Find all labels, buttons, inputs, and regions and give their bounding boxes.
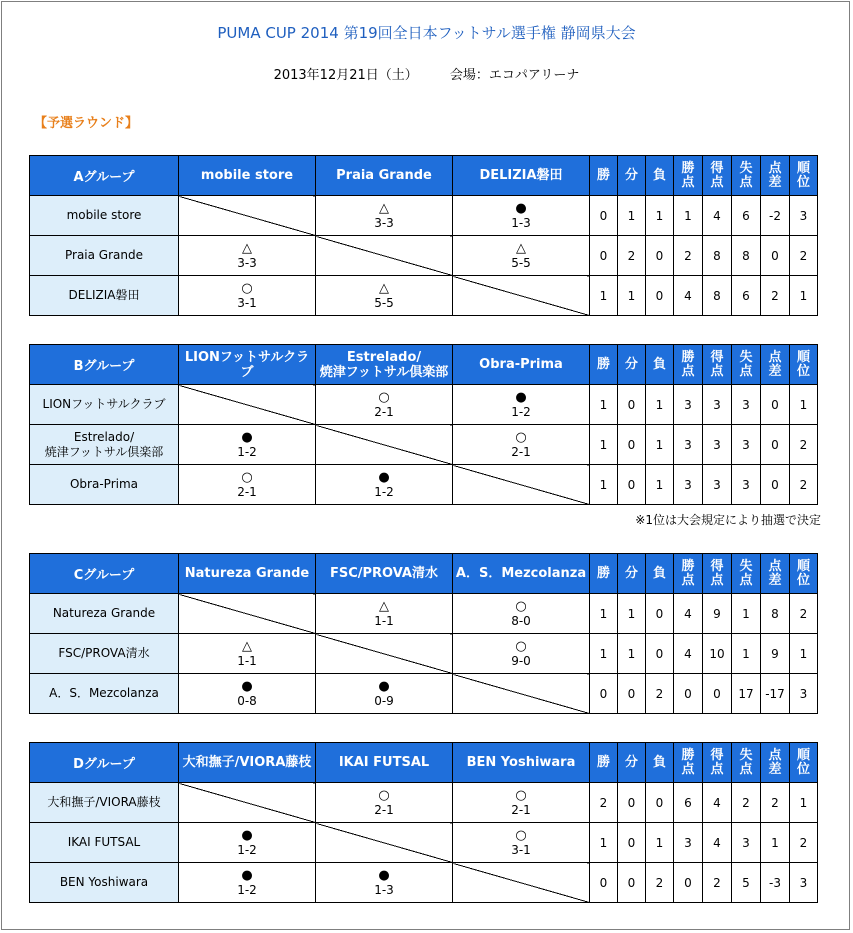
self-match-cell [179,783,316,823]
stat-header: 勝 [590,554,618,594]
table-row [30,385,818,425]
match-score: 3-3 [237,255,257,270]
stat-value: 2 [761,783,790,823]
stat-header: 順位 [790,345,818,385]
stat-value: 0 [618,863,646,903]
stat-header: 得点 [703,345,732,385]
match-score: 3-1 [511,842,531,857]
stat-value: 2 [790,425,818,465]
stat-value: 1 [646,196,674,236]
stat-value: 3 [674,385,703,425]
match-score: 1-2 [237,444,257,459]
stat-value: 1 [646,425,674,465]
result-symbol: ○ [515,787,527,803]
stat-value: 3 [732,465,761,505]
result-symbol: ● [515,200,527,216]
stat-header: 負 [646,554,674,594]
stat-value: 0 [674,674,703,714]
stat-header: 順位 [790,156,818,196]
stat-value: 2 [732,783,761,823]
match-result-cell [179,236,316,276]
stat-value: 3 [703,385,732,425]
match-result-cell [316,276,453,316]
stat-value: 6 [732,276,761,316]
stat-value: 2 [790,465,818,505]
stat-value: 1 [618,634,646,674]
stat-value: 17 [732,674,761,714]
match-result-cell [453,634,590,674]
group-table [29,553,818,714]
match-score: 2-1 [511,444,531,459]
stat-header: 勝 [590,156,618,196]
stat-value: 3 [732,823,761,863]
group-name: Dグループ [30,743,179,783]
stat-header: 勝点 [674,554,703,594]
column-team-name: Estrelado/ 焼津フットサル倶楽部 [316,345,453,385]
stat-value: 1 [790,634,818,674]
group-b-note: ※1位は大会規定により抽選で決定 [635,513,821,527]
stat-value: 1 [790,385,818,425]
table-row [30,674,818,714]
row-team-name: A．S．Mezcolanza [30,674,179,714]
stat-value: 2 [618,236,646,276]
page-title: PUMA CUP 2014 第19回全日本フットサル選手権 静岡県大会 [217,24,636,42]
stat-value: 3 [790,863,818,903]
self-match-cell [179,385,316,425]
stat-header: 負 [646,345,674,385]
stat-value: 0 [646,236,674,276]
match-result-cell [453,594,590,634]
row-team-name: Praia Grande [30,236,179,276]
row-team-name: mobile store [30,196,179,236]
stat-value: 1 [590,385,618,425]
stat-value: 0 [703,674,732,714]
stat-value: 1 [790,783,818,823]
stat-header: 点差 [761,743,790,783]
stat-header: 点差 [761,156,790,196]
stat-value: 0 [646,594,674,634]
table-row [30,236,818,276]
result-symbol: ○ [378,787,390,803]
match-score: 1-2 [237,882,257,897]
result-symbol: ○ [241,469,253,485]
stat-header: 負 [646,156,674,196]
result-symbol: △ [242,240,252,256]
stat-value: 2 [703,863,732,903]
row-team-name: DELIZIA磐田 [30,276,179,316]
result-symbol: ● [378,469,390,485]
stat-value: 3 [790,674,818,714]
self-match-cell [453,465,590,505]
result-symbol: ○ [515,598,527,614]
match-score: 1-1 [374,613,394,628]
self-match-cell [316,634,453,674]
row-team-name: IKAI FUTSAL [30,823,179,863]
stat-value: 0 [646,634,674,674]
match-score: 1-1 [237,653,257,668]
stat-value: 4 [703,823,732,863]
stat-value: 0 [590,236,618,276]
match-score: 2-1 [511,802,531,817]
self-match-cell [316,823,453,863]
match-result-cell [453,236,590,276]
stat-value: 1 [761,823,790,863]
stat-header: 分 [618,345,646,385]
stat-value: 1 [590,634,618,674]
result-symbol: △ [379,280,389,296]
stat-header: 勝点 [674,345,703,385]
stat-value: 0 [618,465,646,505]
group-table [29,742,818,903]
column-team-name: Praia Grande [316,156,453,196]
stat-value: 1 [618,594,646,634]
row-team-name: BEN Yoshiwara [30,863,179,903]
column-team-name: FSC/PROVA清水 [316,554,453,594]
match-score: 3-3 [374,215,394,230]
self-match-cell [179,594,316,634]
stat-value: 8 [703,276,732,316]
stat-value: 4 [674,594,703,634]
table-row [30,276,818,316]
column-team-name: DELIZIA磐田 [453,156,590,196]
stat-value: 1 [618,276,646,316]
stat-value: 2 [790,823,818,863]
group-table [29,344,818,505]
stat-value: 3 [674,823,703,863]
stat-header: 分 [618,554,646,594]
stat-value: -2 [761,196,790,236]
stat-header: 得点 [703,743,732,783]
stat-value: 1 [590,276,618,316]
stat-value: 0 [618,823,646,863]
stat-header: 順位 [790,743,818,783]
match-score: 0-9 [374,693,394,708]
match-result-cell [316,783,453,823]
stat-value: 1 [646,385,674,425]
stat-value: 0 [646,276,674,316]
match-result-cell [179,823,316,863]
stat-value: 3 [732,425,761,465]
self-match-cell [453,863,590,903]
self-match-cell [316,236,453,276]
stat-value: 0 [618,425,646,465]
stat-header: 得点 [703,156,732,196]
stat-value: 2 [646,674,674,714]
stat-value: 0 [590,196,618,236]
result-symbol: ● [241,678,253,694]
match-result-cell [179,425,316,465]
stat-value: 1 [646,823,674,863]
stat-value: 8 [732,236,761,276]
match-score: 2-1 [374,404,394,419]
match-score: 5-5 [374,295,394,310]
stat-value: 1 [732,594,761,634]
match-score: 3-1 [237,295,257,310]
result-symbol: △ [242,638,252,654]
match-result-cell [179,634,316,674]
result-symbol: ○ [515,827,527,843]
group-name: Cグループ [30,554,179,594]
match-result-cell [316,385,453,425]
match-score: 1-2 [374,484,394,499]
stat-value: 1 [590,823,618,863]
group-table [29,155,818,316]
stat-value: 4 [703,783,732,823]
match-result-cell [453,385,590,425]
group-name: Aグループ [30,156,179,196]
match-result-cell [179,276,316,316]
stat-value: 0 [761,425,790,465]
stat-value: 0 [674,863,703,903]
result-symbol: ○ [241,280,253,296]
stat-value: 3 [674,465,703,505]
stat-header: 失点 [732,554,761,594]
event-info [0,64,853,83]
stat-value: 0 [590,674,618,714]
stat-value: 1 [732,634,761,674]
match-result-cell [453,783,590,823]
row-team-name: Obra-Prima [30,465,179,505]
stat-value: 0 [618,385,646,425]
stat-value: 10 [703,634,732,674]
match-score: 1-3 [374,882,394,897]
stat-value: 4 [674,276,703,316]
stat-header: 負 [646,743,674,783]
stat-value: 0 [761,385,790,425]
stat-header: 得点 [703,554,732,594]
column-team-name: Obra-Prima [453,345,590,385]
row-team-name: FSC/PROVA清水 [30,634,179,674]
stat-value: 6 [674,783,703,823]
stat-value: 4 [674,634,703,674]
stat-value: 0 [618,674,646,714]
group-name: Bグループ [30,345,179,385]
self-match-cell [453,674,590,714]
self-match-cell [316,425,453,465]
column-team-name: mobile store [179,156,316,196]
table-row [30,634,818,674]
table-row [30,465,818,505]
round-label: 【予選ラウンド】 [34,116,139,131]
column-team-name: BEN Yoshiwara [453,743,590,783]
stat-value: 5 [732,863,761,903]
row-team-name: Natureza Grande [30,594,179,634]
table-row [30,594,818,634]
stat-header: 点差 [761,554,790,594]
stat-header: 勝点 [674,743,703,783]
result-symbol: ○ [515,638,527,654]
row-team-name: 大和撫子/VIORA藤枝 [30,783,179,823]
match-score: 1-2 [237,842,257,857]
result-symbol: ● [378,678,390,694]
stat-value: 3 [732,385,761,425]
column-team-name: 大和撫子/VIORA藤枝 [179,743,316,783]
stat-value: -3 [761,863,790,903]
match-result-cell [453,425,590,465]
stat-value: 9 [761,634,790,674]
stat-value: 0 [618,783,646,823]
table-row [30,863,818,903]
stat-value: 2 [790,236,818,276]
column-team-name: A．S．Mezcolanza [453,554,590,594]
event-venue: 会場：エコパアリーナ [449,68,580,83]
stat-value: -17 [761,674,790,714]
result-symbol: ● [378,867,390,883]
row-team-name: LIONフットサルクラブ [30,385,179,425]
match-result-cell [453,823,590,863]
stat-header: 失点 [732,743,761,783]
result-symbol: △ [379,598,389,614]
self-match-cell [179,196,316,236]
stat-header: 失点 [732,345,761,385]
stat-value: 2 [790,594,818,634]
stat-value: 1 [646,465,674,505]
match-result-cell [316,465,453,505]
stat-value: 1 [790,276,818,316]
stat-value: 2 [761,276,790,316]
result-symbol: ● [515,389,527,405]
match-result-cell [179,863,316,903]
match-score: 0-8 [237,693,257,708]
stat-value: 2 [646,863,674,903]
table-row [30,425,818,465]
table-row [30,823,818,863]
stat-header: 分 [618,156,646,196]
match-result-cell [453,196,590,236]
result-symbol: ● [241,827,253,843]
stat-header: 順位 [790,554,818,594]
match-result-cell [179,465,316,505]
stat-header: 勝 [590,743,618,783]
result-symbol: ● [241,867,253,883]
stat-value: 0 [761,465,790,505]
match-result-cell [179,674,316,714]
column-team-name: Natureza Grande [179,554,316,594]
stat-value: 2 [590,783,618,823]
result-symbol: ● [241,429,253,445]
match-result-cell [316,594,453,634]
column-team-name: LIONフットサルクラブ [179,345,316,385]
match-score: 1-3 [511,215,531,230]
row-team-name: Estrelado/ 焼津フットサル倶楽部 [30,425,179,465]
match-score: 5-5 [511,255,531,270]
result-symbol: ○ [378,389,390,405]
match-score: 2-1 [374,802,394,817]
stat-header: 勝点 [674,156,703,196]
stat-value: 8 [761,594,790,634]
stat-value: 6 [732,196,761,236]
stat-value: 1 [590,465,618,505]
match-result-cell [316,196,453,236]
stat-value: 0 [761,236,790,276]
stat-header: 失点 [732,156,761,196]
stat-value: 0 [646,783,674,823]
stat-header: 分 [618,743,646,783]
table-row [30,783,818,823]
self-match-cell [453,276,590,316]
stat-value: 1 [674,196,703,236]
stat-value: 1 [590,594,618,634]
stat-value: 3 [703,465,732,505]
stat-value: 3 [790,196,818,236]
stat-value: 1 [618,196,646,236]
match-result-cell [316,674,453,714]
stat-value: 8 [703,236,732,276]
stat-value: 9 [703,594,732,634]
stat-value: 3 [674,425,703,465]
stat-value: 0 [590,863,618,903]
match-result-cell [316,863,453,903]
stat-value: 4 [703,196,732,236]
match-score: 1-2 [511,404,531,419]
result-symbol: △ [516,240,526,256]
column-team-name: IKAI FUTSAL [316,743,453,783]
event-date: 2013年12月21日（土） [273,68,418,83]
stat-value: 1 [590,425,618,465]
stat-value: 3 [703,425,732,465]
result-symbol: ○ [515,429,527,445]
result-symbol: △ [379,200,389,216]
stat-header: 点差 [761,345,790,385]
stat-header: 勝 [590,345,618,385]
match-score: 2-1 [237,484,257,499]
match-score: 8-0 [511,613,531,628]
stat-value: 2 [674,236,703,276]
table-row [30,196,818,236]
match-score: 9-0 [511,653,531,668]
